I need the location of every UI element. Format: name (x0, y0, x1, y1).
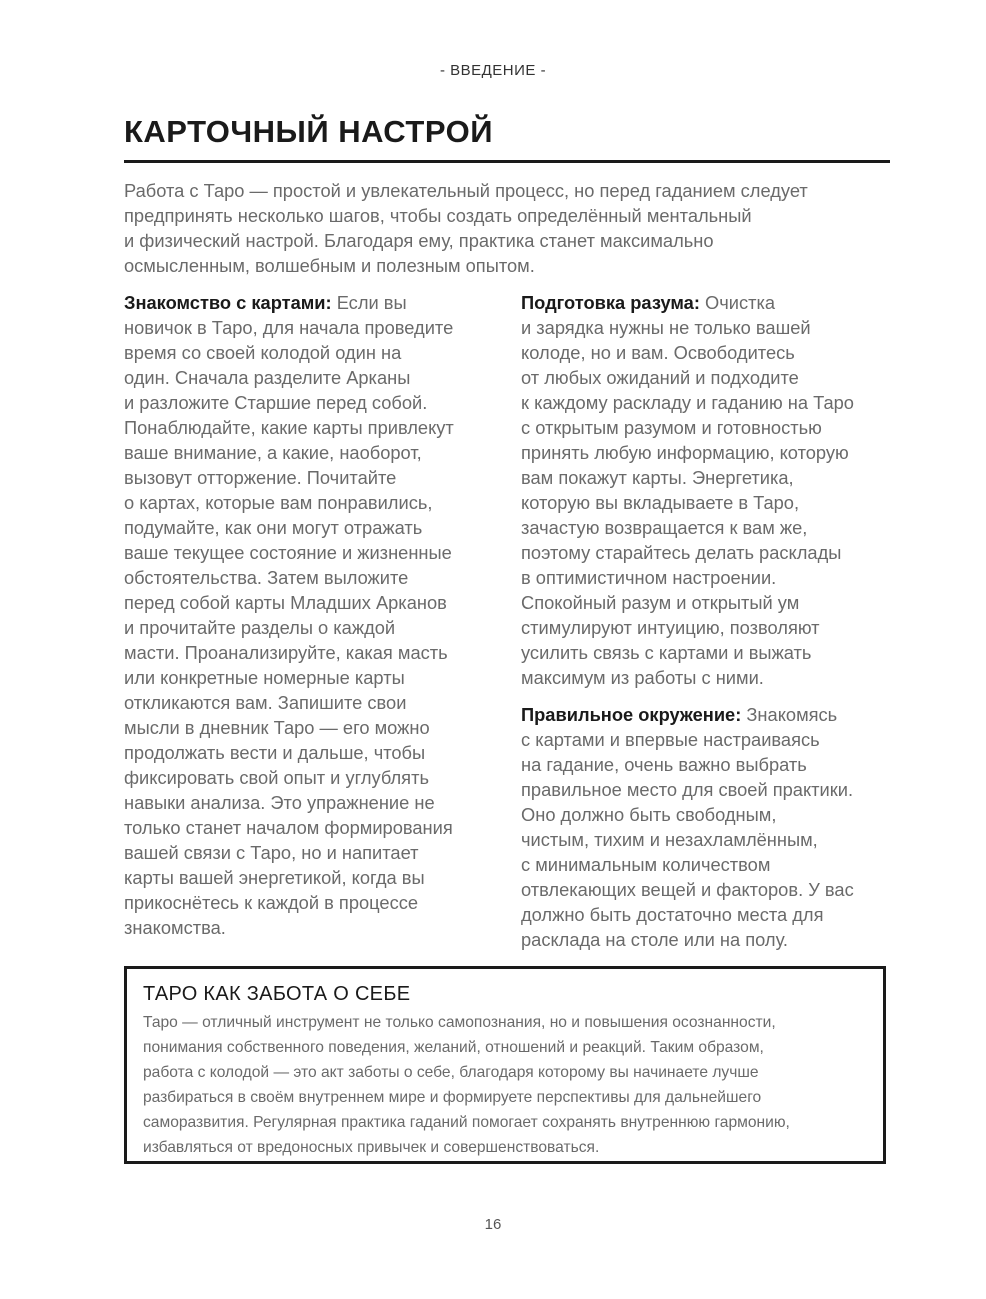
paragraph-line: Понаблюдайте, какие карты привлекут (124, 417, 454, 438)
paragraph-line: навыки анализа. Это упражнение не (124, 792, 435, 813)
paragraph-line: стимулируют интуицию, позволяют (521, 617, 820, 638)
paragraph-line: с картами и впервые настраиваясь (521, 729, 820, 750)
paragraph-spacer (521, 690, 896, 702)
sidebar-box-line: саморазвития. Регулярная практика гаданий помогает сохранять внутреннюю гармонию, (143, 1114, 790, 1131)
running-head: - ВВЕДЕНИЕ - (439, 62, 547, 79)
intro-line: и физический настрой. Благодаря ему, практика станет максимально (124, 230, 714, 251)
left-column (124, 290, 494, 940)
sidebar-box (124, 966, 886, 1164)
paragraph-line: знакомства. (124, 917, 226, 938)
paragraph-line: принять любую информацию, которую (521, 442, 849, 463)
paragraph-line: обстоятельства. Затем выложите (124, 567, 409, 588)
paragraph-line: зачастую возвращается к вам же, (521, 517, 808, 538)
paragraph-line: правильное место для своей практики. (521, 779, 854, 800)
paragraph-line: максимум из работы с ними. (521, 667, 764, 688)
paragraph-line: подумайте, как они могут отражать (124, 517, 423, 538)
title-divider (124, 160, 890, 163)
paragraph-line: в оптимистичном настроении. (521, 567, 777, 588)
paragraph-line: и прочитайте разделы о каждой (124, 617, 396, 638)
paragraph-line: прикоснётесь к каждой в процессе (124, 892, 419, 913)
paragraph-line: о картах, которые вам понравились, (124, 492, 433, 513)
paragraph-line: перед собой карты Младших Арканов (124, 592, 447, 613)
sidebar-box-line: работа с колодой — это акт заботы о себе, благодаря которому вы начинаете лучше (143, 1064, 759, 1081)
section-heading-mind: Подготовка разума: (521, 292, 700, 313)
paragraph-line: продолжать вести и дальше, чтобы (124, 742, 426, 763)
paragraph-line: отвлекающих вещей и факторов. У вас (521, 879, 854, 900)
paragraph-line: новичок в Таро, для начала проведите (124, 317, 454, 338)
sidebar-box-title: ТАРО КАК ЗАБОТА О СЕБЕ (143, 983, 411, 1005)
intro-line: осмысленным, волшебным и полезным опытом. (124, 255, 535, 276)
paragraph-line: на гадание, очень важно выбрать (521, 754, 807, 775)
paragraph-line: мысли в дневник Таро — его можно (124, 717, 430, 738)
paragraph-line: и разложите Старшие перед собой. (124, 392, 428, 413)
paragraph-line: или конкретные номерные карты (124, 667, 405, 688)
paragraph-first-line (521, 290, 896, 315)
paragraph-line: время со своей колодой один на (124, 342, 402, 363)
paragraph-line: усилить связь с картами и выжать (521, 642, 812, 663)
paragraph-line: колоде, но и вам. Освободитесь (521, 342, 795, 363)
sidebar-box-line: Таро — отличный инструмент не только самопознания, но и повышения осознанности, (143, 1014, 776, 1031)
paragraph-text: Очистка (699, 292, 776, 313)
paragraph-text: Знакомясь (741, 704, 838, 725)
paragraph-first-line (124, 290, 494, 315)
paragraph-line: вызовут отторжение. Почитайте (124, 467, 397, 488)
paragraph-line: только станет началом формирования (124, 817, 453, 838)
paragraph-first-line (521, 702, 896, 727)
paragraph-line: поэтому старайтесь делать расклады (521, 542, 842, 563)
intro-line: Работа с Таро — простой и увлекательный процесс, но перед гаданием следует (124, 180, 808, 201)
paragraph-line: один. Сначала разделите Арканы (124, 367, 411, 388)
paragraph-line: масти. Проанализируйте, какая масть (124, 642, 448, 663)
paragraph-line: от любых ожиданий и подходите (521, 367, 799, 388)
paragraph-line: ваше текущее состояние и жизненные (124, 542, 452, 563)
paragraph-line: вашей связи с Таро, но и напитает (124, 842, 419, 863)
paragraph-line: фиксировать свой опыт и углублять (124, 767, 429, 788)
paragraph-line: к каждому раскладу и гаданию на Таро (521, 392, 854, 413)
intro-paragraph (124, 178, 894, 278)
page-number: 16 (484, 1216, 502, 1233)
sidebar-box-line: избавляться от вредоносных привычек и совершенствоваться. (143, 1139, 600, 1156)
paragraph-line: расклада на столе или на полу. (521, 929, 788, 950)
section-heading-cards: Знакомство с картами: (124, 292, 332, 313)
sidebar-box-line: разбираться в своём внутреннем мире и формируете перспективы для дальнейшего (143, 1089, 762, 1106)
paragraph-line: ваше внимание, а какие, наоборот, (124, 442, 422, 463)
sidebar-box-line: понимания собственного поведения, желаний, отношений и реакций. Таким образом, (143, 1039, 764, 1056)
paragraph-line: с минимальным количеством (521, 854, 771, 875)
paragraph-line: карты вашей энергетикой, когда вы (124, 867, 425, 888)
page-title: КАРТОЧНЫЙ НАСТРОЙ (124, 114, 493, 149)
sidebar-box-body (143, 1010, 883, 1160)
paragraph-line: чистым, тихим и незахламлённым, (521, 829, 818, 850)
paragraph-line: откликаются вам. Запишите свои (124, 692, 407, 713)
paragraph-line: с открытым разумом и готовностью (521, 417, 822, 438)
paragraph-line: которую вы вкладываете в Таро, (521, 492, 800, 513)
paragraph-line: должно быть достаточно места для (521, 904, 824, 925)
paragraph-line: и зарядка нужны не только вашей (521, 317, 811, 338)
paragraph-line: Спокойный разум и открытый ум (521, 592, 800, 613)
paragraph-line: Оно должно быть свободным, (521, 804, 777, 825)
intro-line: предпринять несколько шагов, чтобы создать определённый ментальный (124, 205, 752, 226)
paragraph-line: вам покажут карты. Энергетика, (521, 467, 794, 488)
section-heading-environment: Правильное окружение: (521, 704, 742, 725)
right-column (521, 290, 896, 952)
paragraph-text: Если вы (331, 292, 407, 313)
